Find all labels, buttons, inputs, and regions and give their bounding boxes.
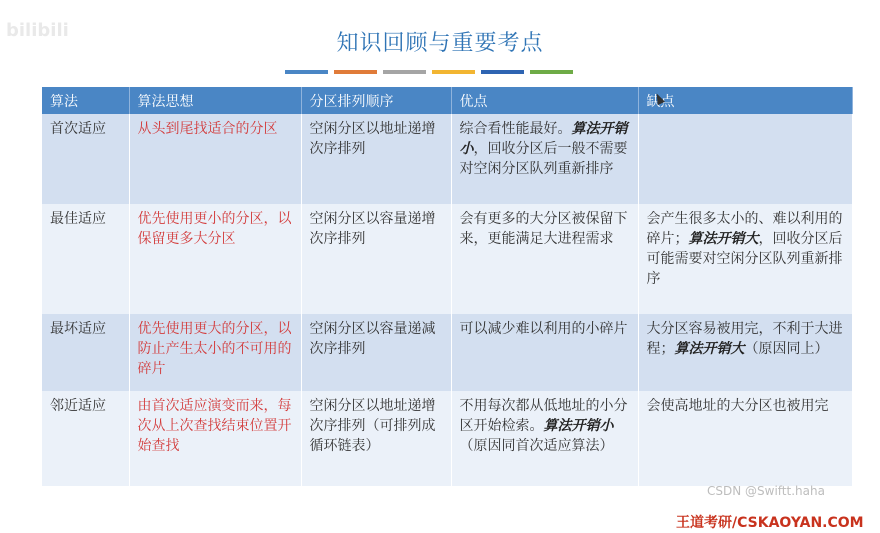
accent-bar [481,70,524,74]
cons-emphasis: 算法开销大 [674,341,745,357]
accent-bar [285,70,328,74]
brand-footer: 王道考研/CSKAOYAN.COM [676,515,864,531]
table-row [42,114,852,204]
algorithm-comparison-table [42,87,853,486]
algorithm-name: 最坏适应 [42,314,129,391]
cons-emphasis: 算法开销大 [688,231,759,247]
partition-order: 空闲分区以容量递增次序排列 [301,204,451,314]
table-row [42,391,852,486]
algorithm-idea: 从头到尾找适合的分区 [129,114,301,204]
pros-text: 可以减少难以利用的小碎片 [459,321,628,337]
pros-emphasis: 算法开销小 [459,121,628,157]
cons-cell [638,391,852,486]
cons-text: 大分区容易被用完，不利于大进程； [646,321,843,357]
slide-title: 知识回顾与重要考点 [336,31,544,56]
accent-color-bars [285,70,573,74]
pros-cell [451,204,638,314]
cons-text-tail: （原因同上） [744,341,829,357]
header-pros: 优点 [451,87,638,114]
pros-emphasis: 算法开销小 [543,418,614,434]
table-row [42,204,852,314]
algorithm-idea: 优先使用更小的分区，以保留更多大分区 [129,204,301,314]
cons-text-tail: ，回收分区后可能需要对空闲分区队列重新排序 [646,231,843,287]
cons-cell [638,314,852,391]
accent-bar [334,70,377,74]
cons-cell [638,204,852,314]
partition-order: 空闲分区以地址递增次序排列 [301,114,451,204]
table-header-row [42,87,852,114]
bilibili-watermark: bilibili [6,20,69,41]
pros-text-tail: ，回收分区后一般不需要对空闲分区队列重新排序 [459,141,628,177]
header-idea: 算法思想 [129,87,301,114]
pros-text-tail: （原因同首次适应算法） [459,438,614,454]
pros-text: 综合看性能最好。 [459,121,572,137]
algorithm-idea: 由首次适应演变而来，每次从上次查找结束位置开始查找 [129,391,301,486]
accent-bar [530,70,573,74]
pros-text: 不用每次都从低地址的小分区开始检索。 [459,398,628,434]
pros-text: 会有更多的大分区被保留下来，更能满足大进程需求 [459,211,628,247]
cons-text: 会产生很多太小的、难以利用的碎片； [646,211,843,247]
cons-text: 会使高地址的大分区也被用完 [646,398,829,414]
table-row [42,314,852,391]
accent-bar [383,70,426,74]
algorithm-idea: 优先使用更大的分区，以防止产生太小的不可用的碎片 [129,314,301,391]
header-cons: 缺点 [638,87,852,114]
algorithm-name: 最佳适应 [42,204,129,314]
accent-bar [432,70,475,74]
partition-order: 空闲分区以地址递增次序排列（可排列成循环链表） [301,391,451,486]
cons-cell [638,114,852,204]
pros-cell [451,314,638,391]
pros-cell [451,114,638,204]
header-algorithm: 算法 [42,87,129,114]
header-order: 分区排列顺序 [301,87,451,114]
algorithm-name: 邻近适应 [42,391,129,486]
pros-cell [451,391,638,486]
csdn-watermark: CSDN @Swiftt.haha [707,484,825,498]
partition-order: 空闲分区以容量递减次序排列 [301,314,451,391]
algorithm-name: 首次适应 [42,114,129,204]
